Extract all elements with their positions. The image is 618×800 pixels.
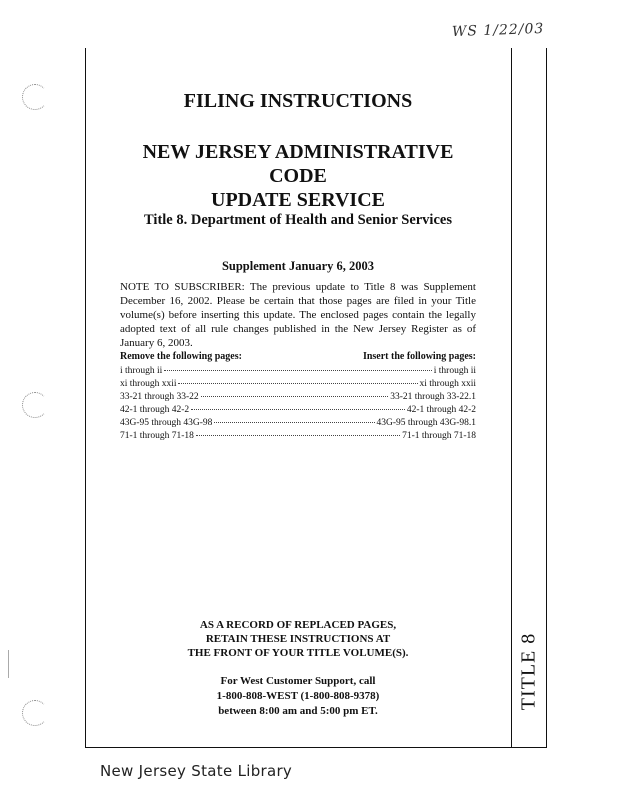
insert-pages: xi through xxii [419, 379, 476, 389]
code-title-line1: NEW JERSEY ADMINISTRATIVE CODE [142, 141, 454, 187]
table-row [120, 430, 476, 443]
remove-pages: i through ii [120, 366, 163, 376]
handwritten-note: WS 1/22/03 [451, 20, 545, 41]
support-phone: 1-800-808-WEST (1-800-808-9378) [216, 690, 380, 702]
table-row [120, 365, 476, 378]
insert-pages: 43G-95 through 43G-98.1 [376, 418, 476, 428]
title-tab-label: TITLE 8 [517, 632, 540, 710]
subscriber-note: NOTE TO SUBSCRIBER: The previous update to Title 8 was Supplement December 16, 2002. Please be certain that those pages are filed in your Title volume(s) before inserting this update. The enclosed pages contain the legally adopted text of all rule changes published in the New Jersey Register as of January 6, 2003. [120, 281, 476, 349]
dot-leader [178, 383, 417, 384]
remove-pages: xi through xxii [120, 379, 177, 389]
record-notice [118, 618, 478, 660]
remove-pages: 42-1 through 42-2 [120, 405, 190, 415]
customer-support [118, 674, 478, 719]
binder-hole-top [22, 84, 48, 110]
dot-leader [191, 409, 405, 410]
insert-pages: 42-1 through 42-2 [406, 405, 476, 415]
remove-header: Remove the following pages: [120, 351, 242, 362]
record-notice-line3: THE FRONT OF YOUR TITLE VOLUME(S). [187, 647, 409, 659]
remove-pages: 43G-95 through 43G-98 [120, 418, 213, 428]
title-tab [512, 616, 546, 726]
insert-pages: 71-1 through 71-18 [402, 431, 476, 441]
binder-hole-bottom [22, 700, 48, 726]
page-table-header [120, 351, 476, 362]
table-row [120, 417, 476, 430]
table-row [120, 378, 476, 391]
page-table [120, 365, 476, 443]
support-hours: between 8:00 am and 5:00 pm ET. [218, 705, 378, 717]
record-notice-line2: RETAIN THESE INSTRUCTIONS AT [205, 633, 391, 645]
support-line1: For West Customer Support, call [220, 675, 376, 687]
subject-heading: Title 8. Department of Health and Senior Services [144, 212, 452, 228]
binder-hole-middle [22, 392, 48, 418]
code-title [118, 140, 478, 212]
insert-header: Insert the following pages: [362, 351, 476, 362]
page-title: FILING INSTRUCTIONS [183, 90, 413, 112]
code-title-line2: UPDATE SERVICE [211, 189, 385, 211]
library-stamp: New Jersey State Library [100, 762, 293, 780]
record-notice-line1: AS A RECORD OF REPLACED PAGES, [199, 619, 397, 631]
remove-pages: 71-1 through 71-18 [120, 431, 194, 441]
supplement-heading: Supplement January 6, 2003 [221, 259, 375, 273]
insert-pages: 33-21 through 33-22.1 [390, 392, 476, 402]
table-row [120, 404, 476, 417]
dot-leader [196, 435, 400, 436]
dot-leader [164, 370, 432, 371]
remove-pages: 33-21 through 33-22 [120, 392, 199, 402]
table-row [120, 391, 476, 404]
margin-mark [8, 650, 9, 678]
dot-leader [214, 422, 374, 423]
insert-pages: i through ii [433, 366, 476, 376]
dot-leader [201, 396, 389, 397]
